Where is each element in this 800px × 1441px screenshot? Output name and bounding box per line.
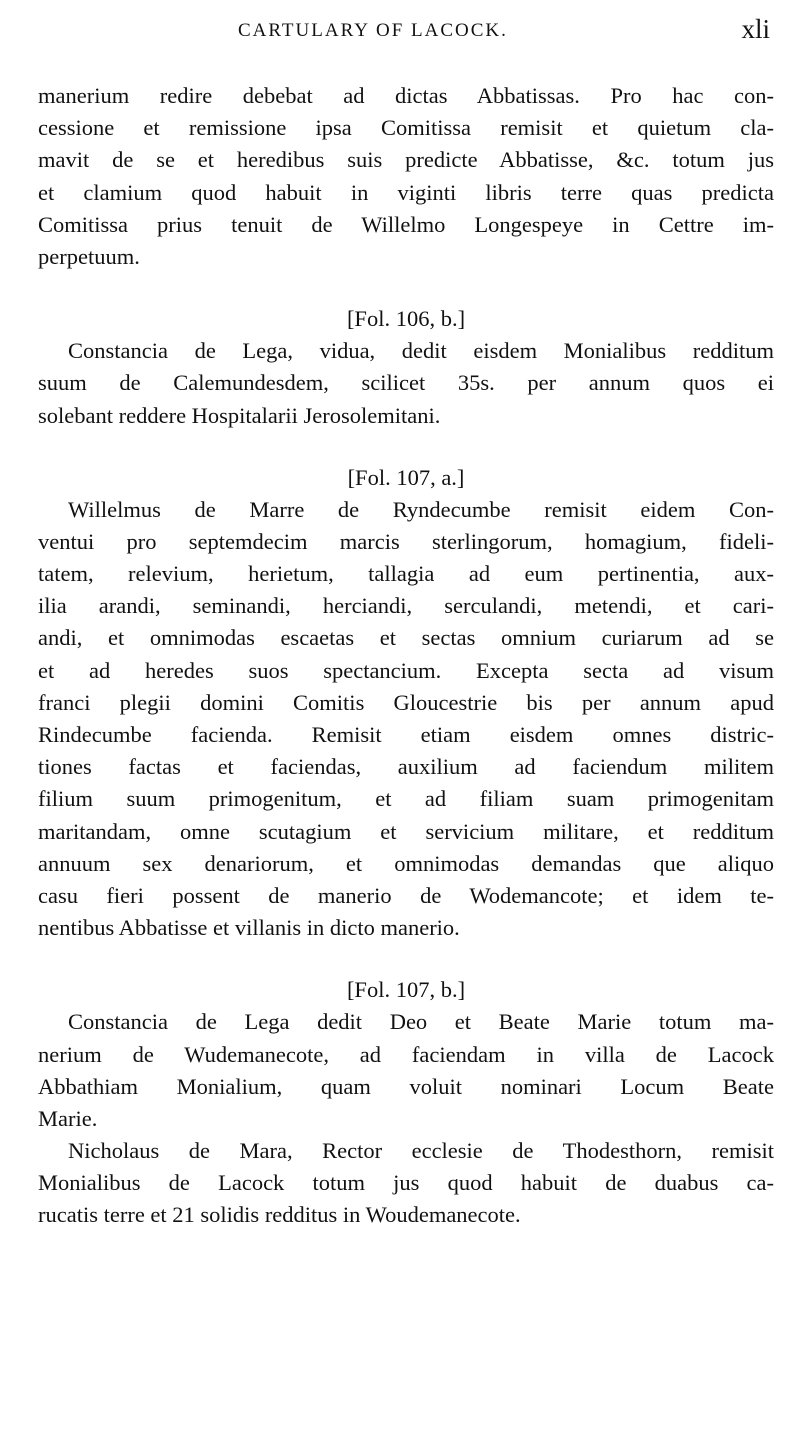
text-line: annuum sex denariorum, et omnimodas demandas que aliquo	[38, 850, 774, 876]
page-number: xli	[741, 14, 770, 44]
section	[38, 974, 774, 1231]
running-title: CARTULARY OF LACOCK.	[238, 20, 508, 41]
text-line: nentibus Abbatisse et villanis in dicto manerio.	[38, 915, 460, 941]
text-line: Willelmus de Marre de Ryndecumbe remisit eidem Con-	[68, 496, 774, 522]
paragraph	[38, 1135, 774, 1232]
section	[38, 462, 774, 945]
text-line: ventui pro septemdecim marcis sterlingorum, homagium, fideli-	[38, 528, 774, 554]
folio-heading: [Fol. 107, a.]	[347, 464, 465, 490]
text-line: maritandam, omne scutagium et servicium militare, et redditum	[38, 818, 774, 844]
paragraph	[38, 1006, 774, 1135]
text-line: filium suum primogenitum, et ad filiam suam primogenitam	[38, 786, 774, 812]
page-header	[0, 14, 800, 50]
text-line: andi, et omnimodas escaetas et sectas omnium curiarum ad se	[38, 625, 774, 651]
text-line: Abbathiam Monialium, quam voluit nominari Locum Beate	[38, 1073, 774, 1099]
section	[38, 303, 774, 432]
text-line: casu fieri possent de manerio de Wodemancote; et idem te-	[38, 882, 774, 908]
text-line: tatem, relevium, herietum, tallagia ad eum pertinentia, aux-	[38, 561, 774, 587]
text-line: et clamium quod habuit in viginti libris terre quas predicta	[38, 179, 774, 205]
page-body	[38, 80, 774, 1232]
text-line: ilia arandi, seminandi, herciandi, serculandi, metendi, et cari-	[38, 593, 774, 619]
section	[38, 80, 774, 273]
text-line: Constancia de Lega dedit Deo et Beate Marie totum ma-	[68, 1009, 774, 1035]
paragraph	[38, 494, 774, 945]
folio-heading: [Fol. 107, b.]	[346, 977, 466, 1003]
text-line: manerium redire debebat ad dictas Abbatissas. Pro hac con-	[38, 83, 774, 108]
text-line: Marie.	[38, 1105, 98, 1131]
text-line: rucatis terre et 21 solidis redditus in Woudemanecote.	[38, 1202, 521, 1228]
text-line: Comitissa prius tenuit de Willelmo Longespeye in Cettre im-	[38, 211, 774, 237]
text-line: et ad heredes suos spectancium. Excepta secta ad visum	[38, 657, 774, 683]
text-line: Monialibus de Lacock totum jus quod habuit de duabus ca-	[38, 1170, 774, 1196]
text-line: solebant reddere Hospitalarii Jerosolemitani.	[38, 402, 441, 428]
text-line: cessione et remissione ipsa Comitissa remisit et quietum cla-	[38, 115, 774, 141]
text-line: tiones factas et faciendas, auxilium ad faciendum militem	[38, 754, 774, 780]
text-line: nerium de Wudemanecote, ad faciendam in villa de Lacock	[38, 1041, 774, 1067]
text-line: mavit de se et heredibus suis predicte Abbatisse, &c. totum jus	[38, 147, 774, 173]
text-line: suum de Calemundesdem, scilicet 35s. per annum quos ei	[38, 370, 774, 396]
folio-heading: [Fol. 106, b.]	[346, 306, 466, 332]
paragraph	[38, 335, 774, 432]
paragraph	[38, 80, 774, 273]
text-line: perpetuum.	[38, 243, 140, 269]
text-line: franci plegii domini Comitis Gloucestrie bis per annum apud	[38, 689, 774, 715]
text-line: Constancia de Lega, vidua, dedit eisdem Monialibus redditum	[68, 338, 774, 364]
text-line: Rindecumbe facienda. Remisit etiam eisdem omnes distric-	[38, 722, 774, 747]
text-line: Nicholaus de Mara, Rector ecclesie de Thodesthorn, remisit	[68, 1138, 774, 1164]
